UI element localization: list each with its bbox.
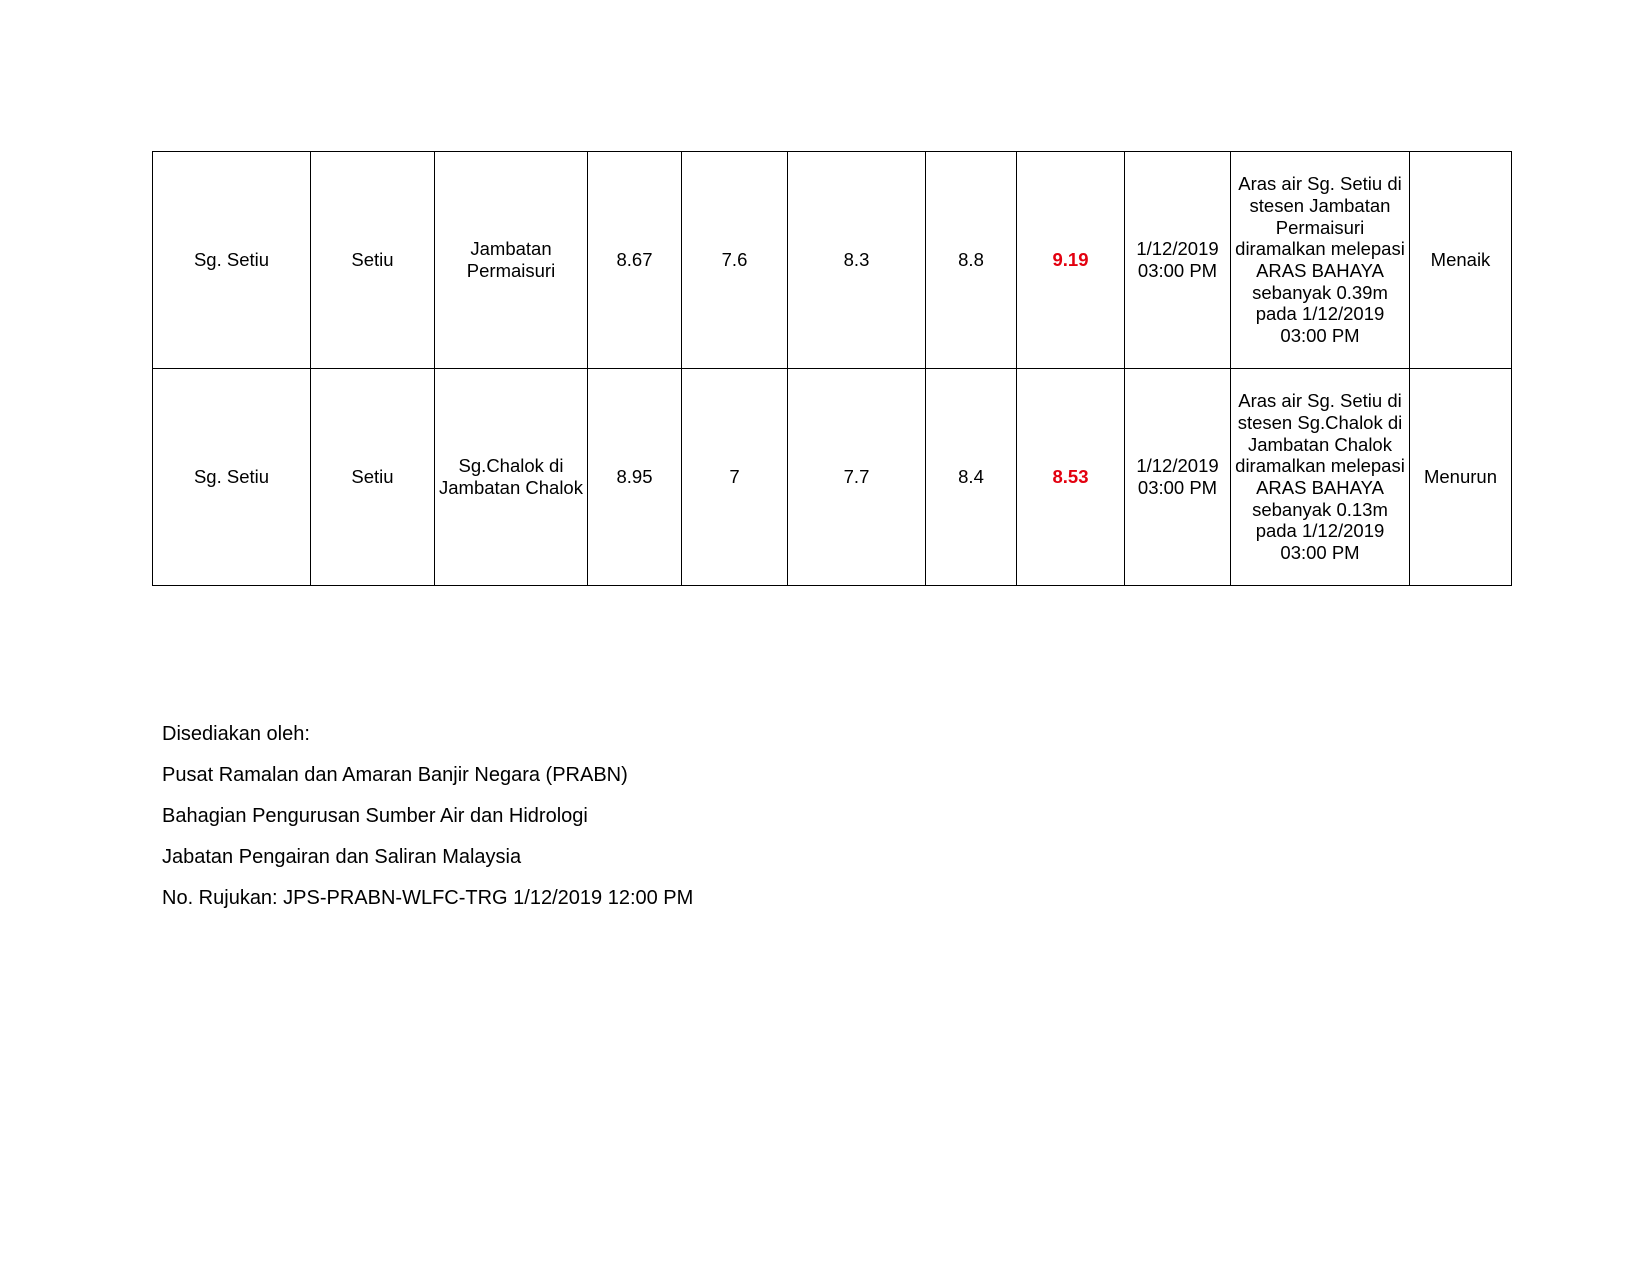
forecast-level-cell: 9.19	[1017, 152, 1125, 369]
district-cell: Setiu	[311, 369, 435, 586]
value-cell: 8.8	[926, 152, 1017, 369]
date-text: 1/12/2019	[1136, 238, 1219, 260]
forecast-note-cell: Aras air Sg. Setiu di stesen Sg.Chalok di Jambatan Chalok diramalkan melepasi ARAS BAHAYA sebanyak 0.13m pada 1/12/2019 03:00 PM	[1231, 369, 1410, 586]
department-name: Jabatan Pengairan dan Saliran Malaysia	[162, 846, 522, 868]
value-cell: 8.4	[926, 369, 1017, 586]
district-cell: Setiu	[311, 152, 435, 369]
agency-name: Pusat Ramalan dan Amaran Banjir Negara (PRABN)	[162, 764, 628, 786]
datetime-cell	[1125, 369, 1231, 586]
value-cell: 8.3	[788, 152, 926, 369]
time-text: 03:00 PM	[1137, 260, 1218, 281]
datetime-cell	[1125, 152, 1231, 369]
river-cell: Sg. Setiu	[153, 369, 311, 586]
forecast-level-cell: 8.53	[1017, 369, 1125, 586]
value-cell: 8.95	[588, 369, 682, 586]
prepared-by-block	[162, 714, 693, 919]
value-cell: 7.6	[682, 152, 788, 369]
time-text: 03:00 PM	[1137, 477, 1218, 498]
date-text: 1/12/2019	[1136, 455, 1219, 477]
table-row	[153, 152, 1512, 369]
trend-cell: Menurun	[1410, 369, 1512, 586]
forecast-note-cell: Aras air Sg. Setiu di stesen Jambatan Permaisuri diramalkan melepasi ARAS BAHAYA sebanyak 0.39m pada 1/12/2019 03:00 PM	[1231, 152, 1410, 369]
value-cell: 8.67	[588, 152, 682, 369]
station-cell: Jambatan Permaisuri	[435, 152, 588, 369]
value-cell: 7	[682, 369, 788, 586]
prepared-by-label: Disediakan oleh:	[162, 723, 310, 745]
station-cell: Sg.Chalok di Jambatan Chalok	[435, 369, 588, 586]
flood-forecast-table	[152, 151, 1512, 586]
division-name: Bahagian Pengurusan Sumber Air dan Hidrologi	[162, 805, 588, 827]
table-row	[153, 369, 1512, 586]
value-cell: 7.7	[788, 369, 926, 586]
reference-number: No. Rujukan: JPS-PRABN-WLFC-TRG 1/12/2019 12:00 PM	[162, 887, 694, 909]
trend-cell: Menaik	[1410, 152, 1512, 369]
river-cell: Sg. Setiu	[153, 152, 311, 369]
